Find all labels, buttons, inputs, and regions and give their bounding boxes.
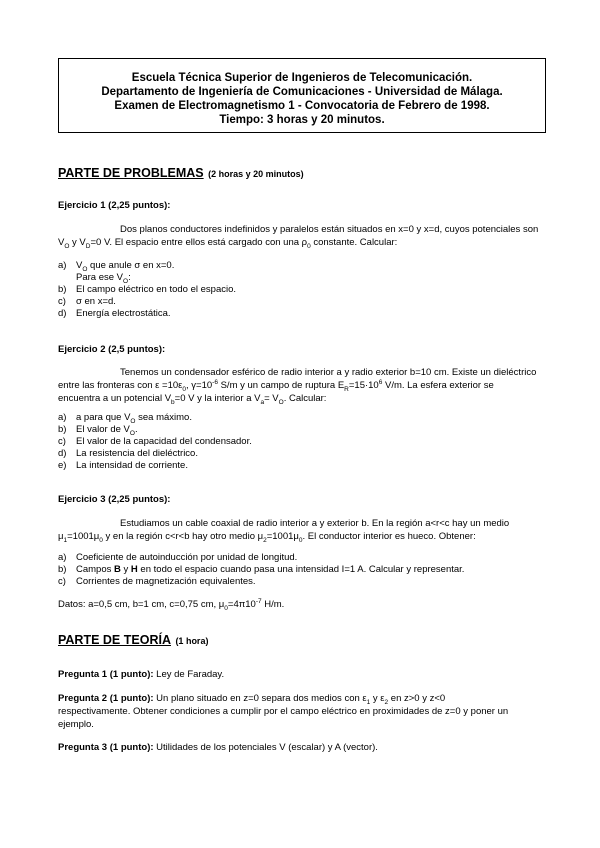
theory-duration: (1 hora) bbox=[175, 636, 209, 646]
question-3-title: Pregunta 3 (1 punto): bbox=[58, 742, 154, 753]
exercise-3-item-b: b) Campos B y H en todo el espacio cuando pasa una intensidad I=1 A. Calcular y representar. bbox=[58, 564, 465, 575]
exercise-1-item-d: d) Energía electrostática. bbox=[58, 308, 171, 319]
exercise-2-item-e: e) La intensidad de corriente. bbox=[58, 460, 188, 471]
exercise-1-item-c: c) σ en x=d. bbox=[58, 296, 116, 307]
exercise-3-statement-line2: $\mu_1=1001\mu_0$ y en la región c<r<b hay otro medio $\mu_2=1001\mu_0$. El conductor interior es hueco. Obtener: bbox=[58, 531, 476, 544]
exercise-2-item-c: c) El valor de la capacidad del condensador. bbox=[58, 436, 252, 447]
exercise-1-item-b: b) El campo eléctrico en todo el espacio. bbox=[58, 284, 237, 295]
theory-title: PARTE DE TEORÍA bbox=[58, 633, 171, 647]
question-2-line2: respectivamente. Obtener condiciones a cumplir por el campo eléctrico en proximidades de z=0 y poner un bbox=[58, 706, 509, 717]
exercise-1-item-a: a) $V_O$ que anule σ en x=0. bbox=[58, 260, 175, 273]
header-exam: Examen de Electromagnetismo 1 - Convocatoria de Febrero de 1998. bbox=[114, 100, 490, 112]
exercise-1-title: Ejercicio 1 (2,25 puntos): bbox=[58, 200, 171, 211]
exercise-2-statement-line2: entre las fronteras con $\varepsilon =10\varepsilon_0$, $\gamma=10^{-6}$ S/m y un campo de ruptura $E_R=15\cdot 10^6$ V/m. La esfera exterior se bbox=[58, 378, 494, 393]
exercise-2-title: Ejercicio 2 (2,5 puntos): bbox=[58, 344, 166, 355]
exercise-2-item-a: a) a para que $V_O$ sea máximo. bbox=[58, 412, 192, 425]
theory-heading bbox=[58, 631, 208, 649]
header-school: Escuela Técnica Superior de Ingenieros de Telecomunicación. bbox=[131, 72, 473, 84]
exercise-3-item-c: c) Corrientes de magnetización equivalentes. bbox=[58, 576, 256, 587]
problems-heading bbox=[58, 164, 304, 182]
header-box bbox=[58, 58, 546, 133]
question-1: Pregunta 1 (1 punto): Ley de Faraday. bbox=[58, 669, 225, 680]
problems-title: PARTE DE PROBLEMAS bbox=[58, 166, 204, 180]
exercise-2-statement-line1: Tenemos un condensador esférico de radio interior a y radio exterior b=10 cm. Existe un dieléctrico bbox=[120, 367, 537, 378]
exercise-2-item-d: d) La resistencia del dieléctrico. bbox=[58, 448, 198, 459]
header-time: Tiempo: 3 horas y 20 minutos. bbox=[219, 114, 385, 126]
exercise-2-item-b: b) El valor de $V_O$. bbox=[58, 424, 138, 437]
question-1-title: Pregunta 1 (1 punto): bbox=[58, 669, 154, 680]
question-2-line1: Pregunta 2 (1 punto): Un plano situado en z=0 separa dos medios con $\varepsilon_1$ y $\varepsilon_2$ en z>0 y z<0 bbox=[58, 693, 446, 706]
question-2-title: Pregunta 2 (1 punto): bbox=[58, 693, 154, 704]
exercise-1-statement-line2: $V_O$ y $V_D=0$ V. El espacio entre ellos está cargado con una $\rho_0$ constante. Calcular: bbox=[58, 237, 398, 250]
exercise-1-statement-line1: Dos planos conductores indefinidos y paralelos están situados en x=0 y x=d, cuyos potenciales son bbox=[120, 224, 539, 235]
exercise-3-data: Datos: a=0,5 cm, b=1 cm, c=0,75 cm, $\mu_0=4\pi 10^{-7}$ H/m. bbox=[58, 597, 285, 612]
question-3: Pregunta 3 (1 punto): Utilidades de los potenciales V (escalar) y A (vector). bbox=[58, 742, 378, 753]
exercise-3-item-a: a) Coeficiente de autoinducción por unidad de longitud. bbox=[58, 552, 298, 563]
exercise-1-item-a-cont: Para ese $V_O$: bbox=[76, 272, 131, 285]
problems-duration: (2 horas y 20 minutos) bbox=[208, 169, 304, 179]
question-2-line3: ejemplo. bbox=[58, 719, 94, 730]
exercise-3-statement-line1: Estudiamos un cable coaxial de radio interior a y exterior b. En la región a<r<c hay un medio bbox=[120, 518, 510, 529]
exercise-3-title: Ejercicio 3 (2,25 puntos): bbox=[58, 494, 171, 505]
header-department: Departamento de Ingeniería de Comunicaciones - Universidad de Málaga. bbox=[101, 86, 503, 98]
exercise-2-statement-line3: encuentra a un potencial $V_b=0$ V y la interior a $V_a= V_O$. Calcular: bbox=[58, 393, 327, 406]
